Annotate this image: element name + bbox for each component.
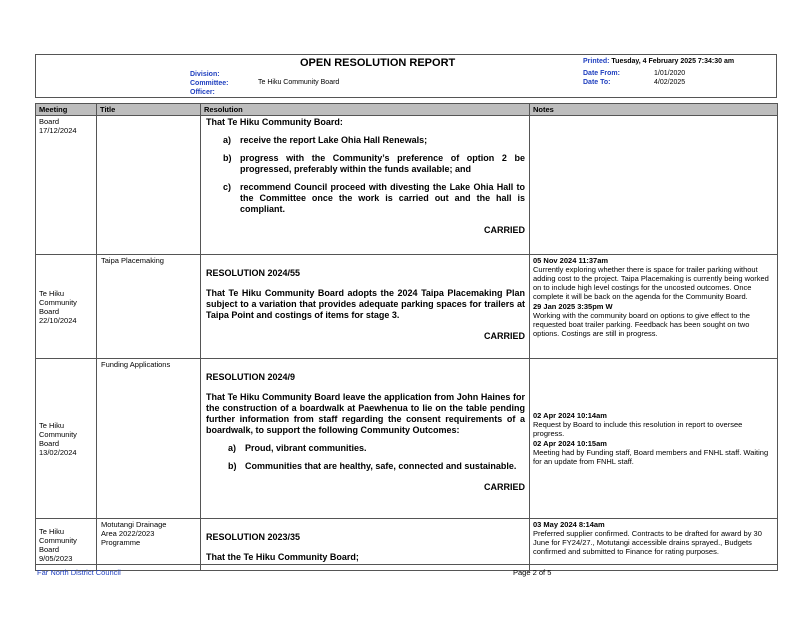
committee-value: Te Hiku Community Board	[258, 79, 340, 86]
meeting-cell	[36, 255, 97, 359]
table-header-row	[36, 104, 778, 116]
resolution-cell	[201, 255, 530, 359]
resolution-item	[228, 443, 525, 454]
item-text: Communities that are healthy, safe, connected and sustainable.	[245, 461, 517, 471]
resolution-cell	[201, 116, 530, 255]
meeting-name-line: Community	[39, 535, 77, 545]
table-row	[36, 519, 778, 571]
meeting-name-line: Te Hiku	[39, 288, 65, 298]
notes-cell	[530, 519, 778, 571]
resolution-item	[223, 135, 525, 146]
resolution-text: That Te Hiku Community Board adopts the 2024 Taipa Placemaking Plan subject to a variation that provides adequate parking spaces for trailers at Taipa Point and costings of items for stage 3.	[206, 288, 525, 320]
resolutions-table	[35, 103, 778, 571]
column-header-meeting: Meeting	[36, 104, 97, 116]
notes-cell	[530, 116, 778, 255]
notes-cell	[530, 255, 778, 359]
meeting-name-line: Community	[39, 429, 77, 439]
date-from-value: 1/01/2020	[654, 70, 686, 77]
resolution-text: That the Te Hiku Community Board;	[206, 552, 359, 562]
note-text: Currently exploring whether there is space for trailer parking without adding cost to the project. Taipa Placemaking is currently being worked on to include high level costings for the uncosted outcomes. Once complete it will be back on the agenda for the Community Board.	[533, 265, 769, 301]
meeting-name-line: Board	[39, 306, 60, 316]
printed-value: Tuesday, 4 February 2025 7:34:30 am	[611, 58, 735, 65]
note-timestamp: 02 Apr 2024 10:14am	[533, 410, 607, 420]
committee-label: Committee:	[190, 80, 229, 87]
title-cell: Funding Applications	[97, 359, 201, 519]
date-from-label: Date From:	[583, 70, 620, 77]
title-cell: Taipa Placemaking	[97, 255, 201, 359]
report-title: OPEN RESOLUTION REPORT	[300, 57, 456, 69]
resolution-item	[228, 461, 525, 472]
table-row	[36, 116, 778, 255]
printed-label: Printed:	[583, 58, 610, 65]
resolution-status: CARRIED	[483, 225, 525, 235]
item-text: Proud, vibrant communities.	[245, 443, 367, 453]
meeting-name-line: Community	[39, 297, 77, 307]
report-header	[35, 54, 777, 98]
resolution-status: CARRIED	[483, 331, 525, 341]
meeting-date: 22/10/2024	[39, 315, 77, 325]
officer-label: Officer:	[190, 89, 215, 96]
resolution-item	[223, 153, 525, 175]
title-cell	[97, 519, 201, 571]
meeting-name: Board	[39, 117, 60, 126]
resolution-number: RESOLUTION 2024/55	[206, 268, 301, 278]
resolution-number: RESOLUTION 2024/9	[206, 372, 296, 382]
meeting-name-line: Board	[39, 438, 60, 448]
title-line: Area 2022/2023	[101, 529, 155, 538]
resolution-lead: That Te Hiku Community Board:	[206, 117, 343, 127]
item-text: recommend Council proceed with divesting the Lake Ohia Hall to the Committee once the work is carried out and the hall is compliant.	[240, 182, 525, 214]
note-text: Preferred supplier confirmed. Contracts to be drafted for award by 30 June for FY24/27., Motutangi accessible drains sprayed., Budgets confirmed and submitted to Finance for rating purposes.	[533, 529, 762, 556]
item-letter: a)	[223, 135, 232, 145]
meeting-name-line: Te Hiku	[39, 420, 65, 430]
resolution-status: CARRIED	[483, 482, 525, 492]
date-to-label: Date To:	[583, 79, 611, 86]
header-dates	[583, 57, 734, 87]
item-text: receive the report Lake Ohia Hall Renewals;	[240, 135, 428, 145]
note-timestamp: 03 May 2024 8:14am	[533, 520, 605, 529]
column-header-resolution: Resolution	[201, 104, 530, 116]
title-line: Motutangi Drainage	[101, 520, 167, 529]
resolution-text: That Te Hiku Community Board leave the application from John Haines for the construction of a boardwalk at Paewhenua to lie on the table pending further information from staff regarding the consent requirements of a boardwalk, to support the following Community Outcomes:	[206, 392, 525, 435]
title-line: Programme	[101, 538, 141, 547]
footer-organisation: Far North District Council	[37, 568, 121, 577]
item-letter: a)	[228, 443, 237, 453]
header-labels	[190, 70, 229, 97]
meeting-name-line: Board	[39, 544, 60, 554]
resolution-cell	[201, 519, 530, 571]
resolution-item	[223, 182, 525, 215]
note-text: Working with the community board on options to give effect to the requested boat trailer parking. Feedback has been sought on two options. Costings are still in progress.	[533, 311, 750, 338]
note-text: Request by Board to include this resolution in report to oversee progress.	[533, 419, 743, 438]
note-timestamp: 02 Apr 2024 10:15am	[533, 438, 607, 448]
resolution-number: RESOLUTION 2023/35	[206, 532, 301, 542]
meeting-date: 17/12/2024	[39, 126, 77, 135]
resolution-cell	[201, 359, 530, 519]
meeting-cell	[36, 359, 97, 519]
title-cell	[97, 116, 201, 255]
item-letter: b)	[223, 153, 232, 163]
note-timestamp: 05 Nov 2024 11:37am	[533, 256, 609, 265]
meeting-date: 9/05/2023	[39, 553, 73, 563]
table-row	[36, 255, 778, 359]
column-header-title: Title	[97, 104, 201, 116]
item-text: progress with the Community’s preference of option 2 be progressed, preferably within the funds available; and	[240, 153, 525, 174]
date-to-value: 4/02/2025	[654, 79, 686, 86]
notes-cell	[530, 359, 778, 519]
note-text: Meeting had by Funding staff, Board members and FNHL staff. Waiting for an update from FNHL staff.	[533, 447, 769, 466]
table-row	[36, 359, 778, 519]
item-letter: c)	[223, 182, 232, 192]
meeting-date: 13/02/2024	[39, 447, 77, 457]
meeting-cell	[36, 116, 97, 255]
meeting-cell	[36, 519, 97, 571]
page-number: Page 2 of 5	[513, 568, 552, 577]
note-timestamp: 29 Jan 2025 3:35pm W	[533, 302, 613, 311]
division-label: Division:	[190, 71, 220, 78]
page-footer	[35, 564, 777, 577]
column-header-notes: Notes	[530, 104, 778, 116]
meeting-name-line: Te Hiku	[39, 526, 65, 536]
item-letter: b)	[228, 461, 237, 471]
